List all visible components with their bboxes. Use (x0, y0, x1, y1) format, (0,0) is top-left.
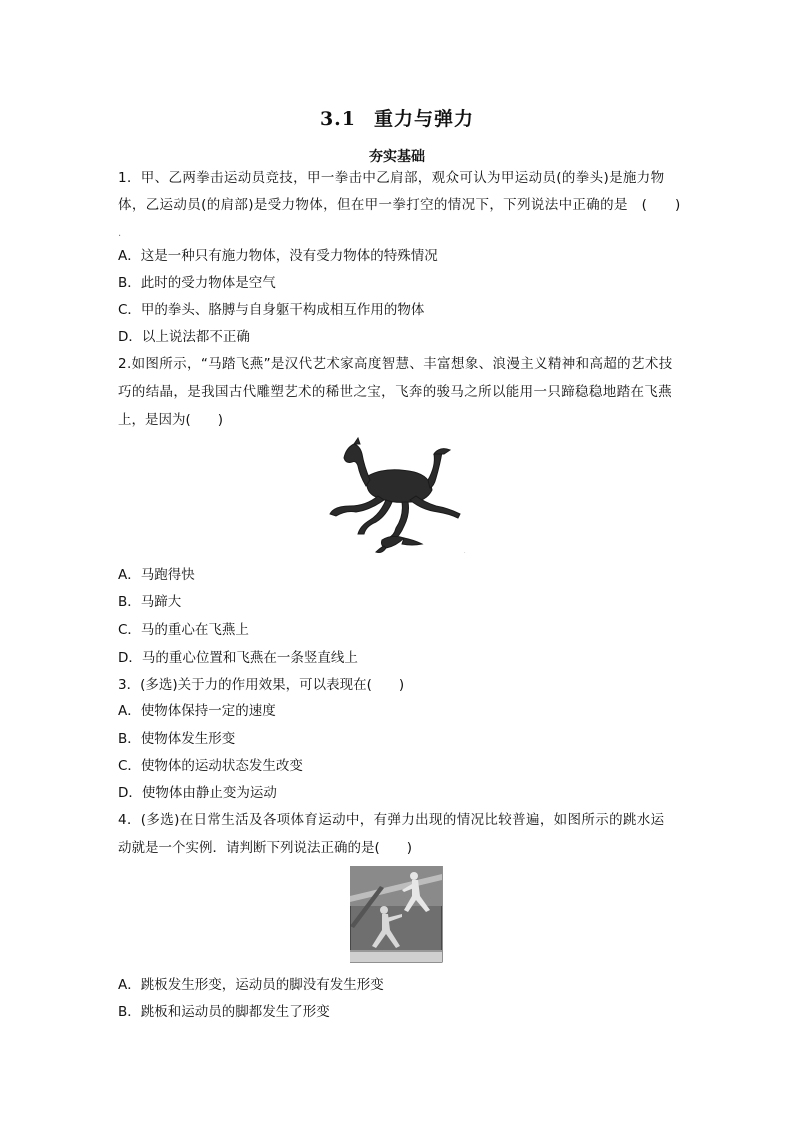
stray-dot: . (118, 228, 122, 239)
q2-stem-line-2: 巧的结晶，是我国古代雕塑艺术的稀世之宝，飞奔的骏马之所以能用一只蹄稳稳地踏在飞燕 (118, 384, 672, 400)
q3-option-d: D．使物体由静止变为运动 (118, 785, 277, 801)
section-heading: 夯实基础 (369, 149, 425, 165)
q2-option-b: B．马蹄大 (118, 594, 182, 610)
flying-horse-figure (326, 436, 468, 554)
horse-statue-icon (326, 436, 468, 554)
q2-option-c: C．马的重心在飞燕上 (118, 622, 249, 638)
q1-stem-line-1: 1．甲、乙两拳击运动员竞技，甲一拳击中乙肩部，观众可认为甲运动员(的拳头)是施力物 (118, 170, 665, 186)
q3-option-b: B．使物体发生形变 (118, 731, 236, 747)
q4-option-a: A．跳板发生形变，运动员的脚没有发生形变 (118, 977, 384, 993)
q3-option-a: A．使物体保持一定的速度 (118, 703, 276, 719)
q1-option-d: D．以上说法都不正确 (118, 329, 250, 345)
diver-figure (350, 866, 444, 964)
q2-option-a: A．马跑得快 (118, 567, 195, 583)
diving-photo-icon (350, 866, 444, 964)
q2-stem-line-1: 2.如图所示，“马踏飞燕”是汉代艺术家高度智慧、丰富想象、浪漫主义精神和高超的艺术技 (118, 356, 673, 372)
q1-option-c: C．甲的拳头、胳膊与自身躯干构成相互作用的物体 (118, 302, 425, 318)
q3-stem: 3．(多选)关于力的作用效果，可以表现在( ) (118, 677, 405, 693)
title-text: 重力与弹力 (374, 108, 475, 130)
q4-option-b: B．跳板和运动员的脚都发生了形变 (118, 1004, 330, 1020)
q2-option-d: D．马的重心位置和飞燕在一条竖直线上 (118, 650, 358, 666)
title-number: 3.1 (319, 108, 357, 130)
q3-option-c: C．使物体的运动状态发生改变 (118, 758, 303, 774)
page-title (0, 104, 794, 131)
q1-option-b: B．此时的受力物体是空气 (118, 275, 276, 291)
q1-stem-line-2: 体，乙运动员(的肩部)是受力物体，但在甲一拳打空的情况下，下列说法中正确的是 ( ) (118, 197, 681, 213)
svg-text:.: . (464, 549, 466, 554)
q1-option-a: A．这是一种只有施力物体，没有受力物体的特殊情况 (118, 248, 438, 264)
q2-stem-line-3: 上，是因为( ) (118, 412, 224, 428)
q4-stem-line-1: 4．(多选)在日常生活及各项体育运动中，有弹力出现的情况比较普遍，如图所示的跳水运 (118, 812, 665, 828)
q4-stem-line-2: 动就是一个实例．请判断下列说法正确的是( ) (118, 840, 413, 856)
